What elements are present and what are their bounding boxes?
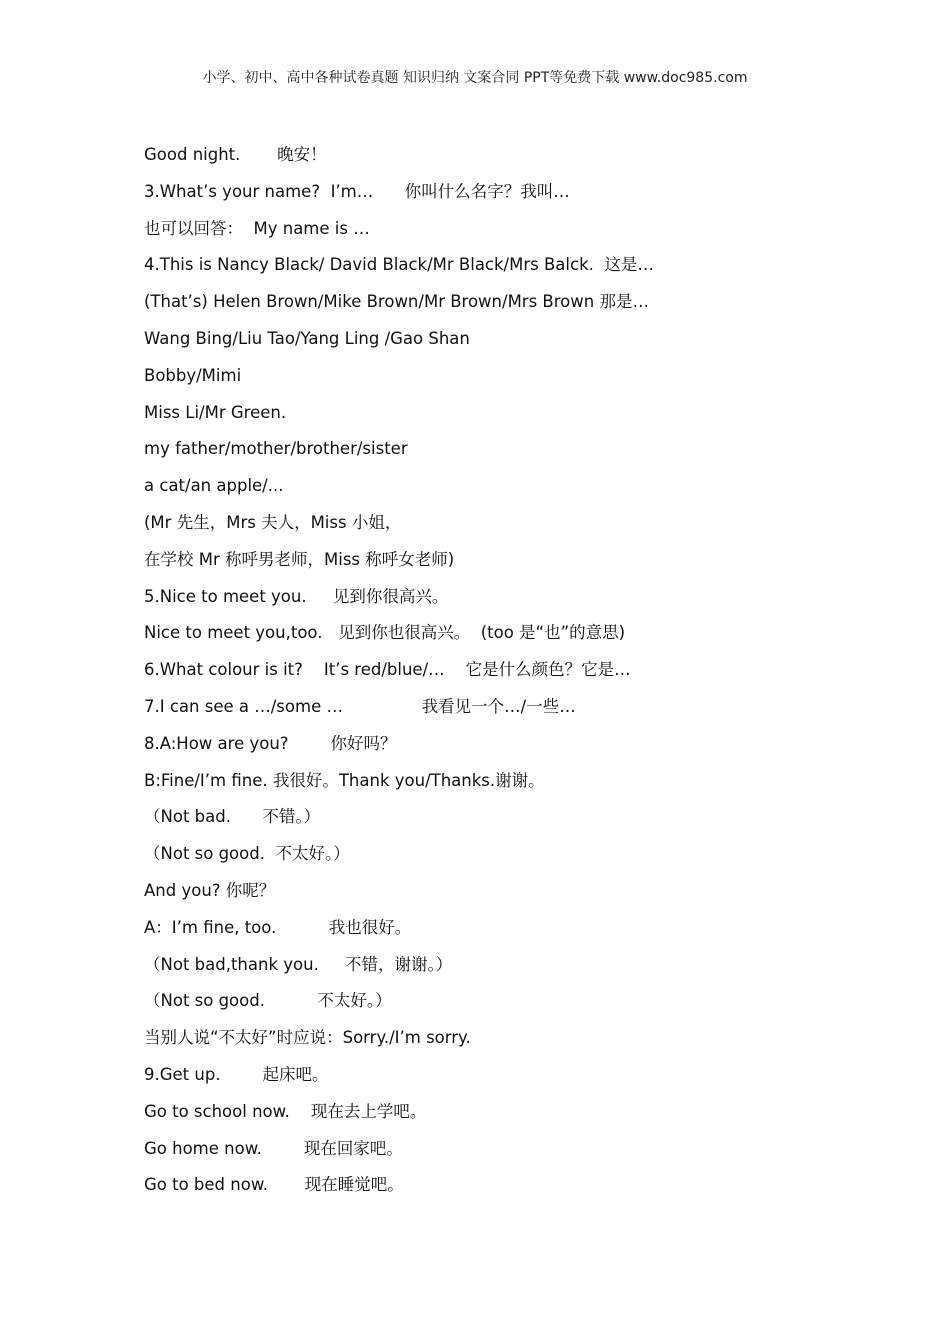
text-line: B:Fine/I’m fine. 我很好。Thank you/Thanks.谢谢。 <box>144 770 545 790</box>
text-line: （Not bad,thank you. 不错，谢谢。） <box>144 954 453 974</box>
text-line: 9.Get up. 起床吧。 <box>144 1064 329 1084</box>
text-line: Bobby/Mimi <box>144 365 242 385</box>
text-line: 当别人说“不太好”时应说：Sorry./I’m sorry. <box>144 1028 471 1048</box>
text-line: 3.What’s your name? I’m… 你叫什么名字？我叫… <box>144 181 570 201</box>
text-line: A：I’m fine, too. 我也很好。 <box>144 917 412 937</box>
text-line: Go to bed now. 现在睡觉吧。 <box>144 1175 404 1195</box>
text-line: Wang Bing/Liu Tao/Yang Ling /Gao Shan <box>144 328 470 348</box>
text-line: （Not so good. 不太好。） <box>144 844 350 864</box>
text-line: Go home now. 现在回家吧。 <box>144 1138 403 1158</box>
text-line: (Mr 先生，Mrs 夫人，Miss 小姐， <box>144 512 402 532</box>
text-line: Good night. 晚安！ <box>144 145 327 164</box>
text-line: Nice to meet you,too. 见到你也很高兴。 (too 是“也”的意思) <box>144 623 626 643</box>
text-line: Go to school now. 现在去上学吧。 <box>144 1101 427 1121</box>
text-line: （Not bad. 不错。） <box>144 807 321 827</box>
text-line: a cat/an apple/... <box>144 476 284 496</box>
text-line: 7.I can see a …/some … 我看见一个…/一些… <box>144 696 576 716</box>
text-line: 4.This is Nancy Black/ David Black/Mr Black/Mrs Balck. 这是… <box>144 255 654 275</box>
text-line: 也可以回答： My name is … <box>144 218 370 238</box>
text-line: 在学校 Mr 称呼男老师，Miss 称呼女老师) <box>144 549 455 569</box>
text-line: （Not so good. 不太好。） <box>144 991 392 1011</box>
text-line: 6.What colour is it? It’s red/blue/… 它是什么颜色？它是… <box>144 660 631 680</box>
text-line: 5.Nice to meet you. 见到你很高兴。 <box>144 586 449 606</box>
text-line: Miss Li/Mr Green. <box>144 402 287 422</box>
page-header: 小学、初中、高中各种试卷真题 知识归纳 文案合同 PPT等免费下载 www.doc985.com <box>202 70 748 86</box>
text-line: 8.A:How are you? 你好吗？ <box>144 733 397 753</box>
text-line: (That’s) Helen Brown/Mike Brown/Mr Brown/Mrs Brown 那是… <box>144 292 649 312</box>
text-line: my father/mother/brother/sister <box>144 439 408 459</box>
document-body <box>144 137 884 1204</box>
text-line: And you? 你呢？ <box>144 880 276 900</box>
